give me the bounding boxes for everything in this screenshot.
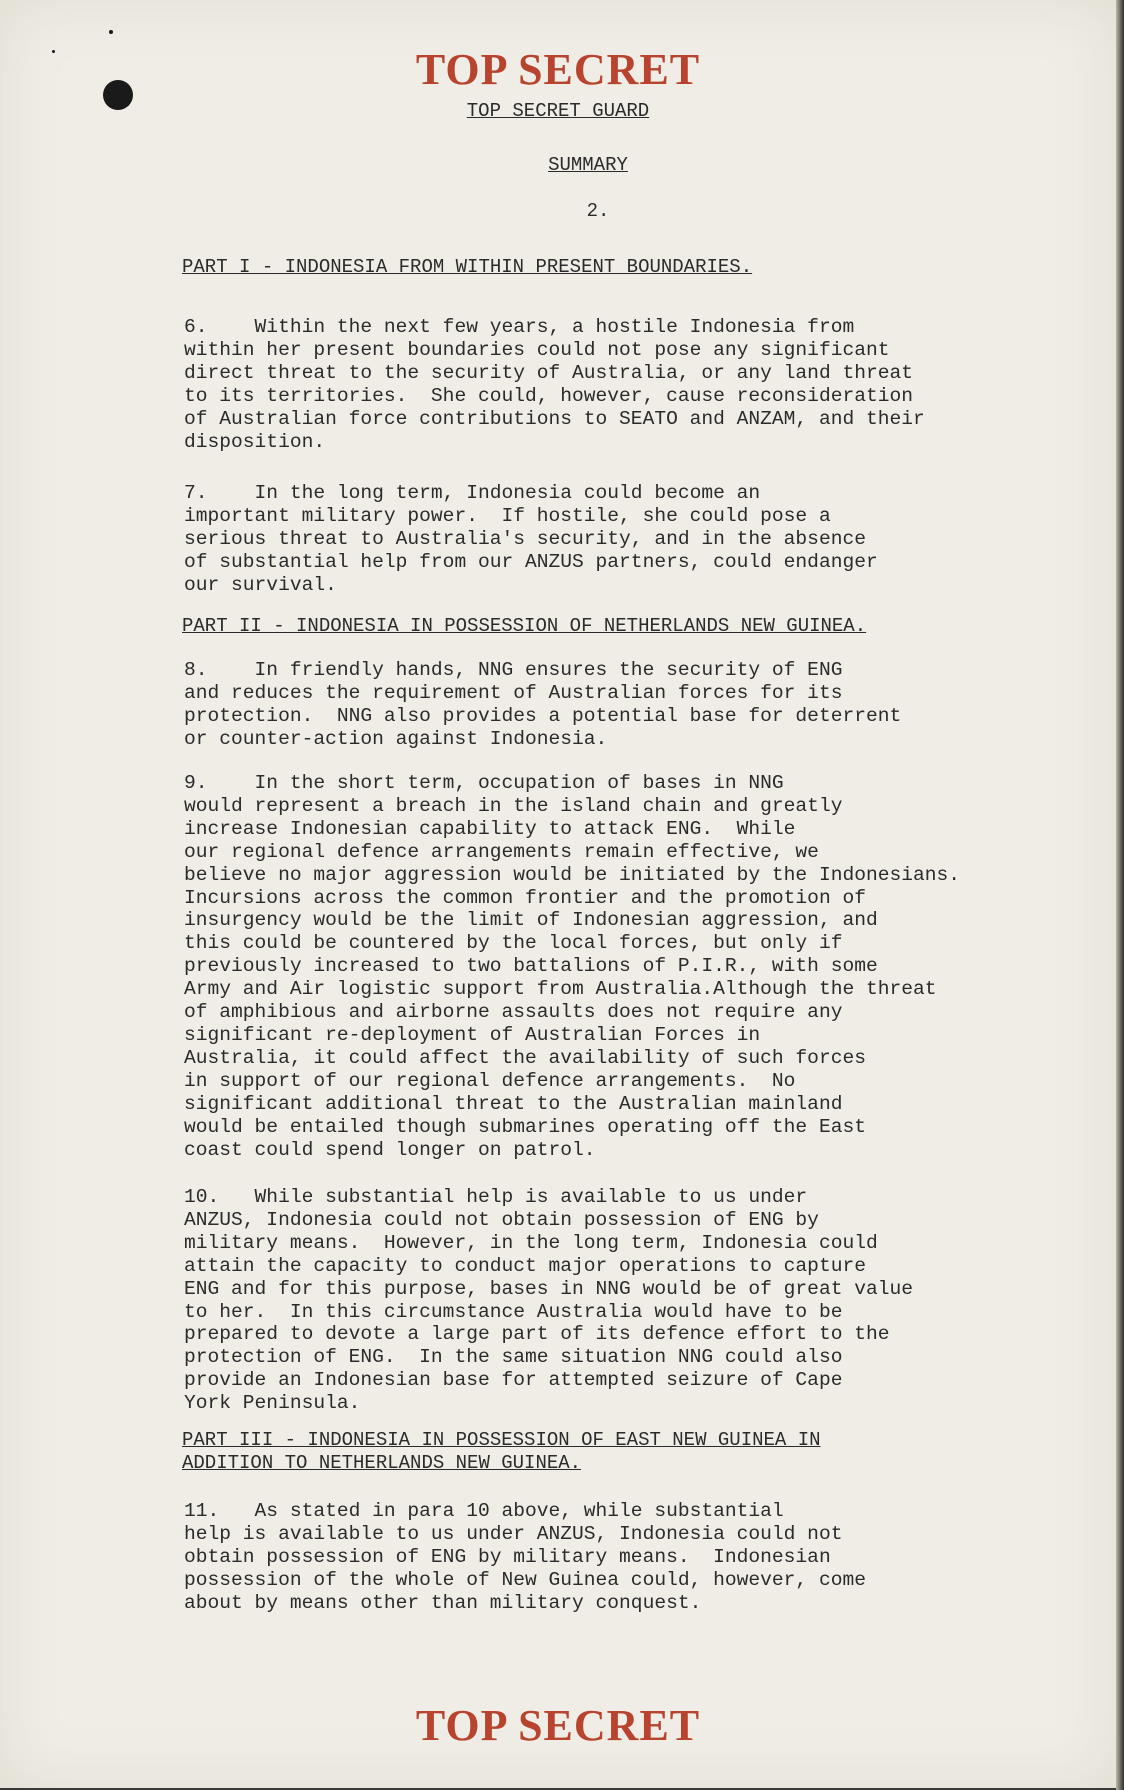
guard-caption: TOP SECRET GUARD bbox=[466, 100, 650, 122]
ink-speck bbox=[109, 30, 113, 34]
paragraph-7: 7. In the long term, Indonesia could become an important military power. If hostile, she could pose a serious threat to Australia's security, and in the absence of substantial help from our ANZUS partners, could endanger our survival. bbox=[184, 482, 878, 596]
page-number: 2. bbox=[586, 200, 610, 222]
part2-heading: PART II - INDONESIA IN POSSESSION OF NETHERLANDS NEW GUINEA. bbox=[182, 615, 867, 637]
part3-heading: PART III - INDONESIA IN POSSESSION OF EAST NEW GUINEA IN ADDITION TO NETHERLANDS NEW GUINEA. bbox=[182, 1429, 821, 1474]
paragraph-8: 8. In friendly hands, NNG ensures the security of ENG and reduces the requirement of Australian forces for its protection. NNG also provides a potential base for deterrent or counter-action against Indonesia. bbox=[184, 659, 902, 750]
classification-footer: TOP SECRET bbox=[415, 1701, 701, 1750]
classification-header: TOP SECRET bbox=[415, 45, 701, 94]
part1-heading: PART I - INDONESIA FROM WITHIN PRESENT BOUNDARIES. bbox=[182, 256, 753, 278]
paragraph-6: 6. Within the next few years, a hostile Indonesia from within her present boundaries could not pose any significant direct threat to the security of Australia, or any land threat to its territories. She could, however, cause reconsideration of Australian force contributions to SEATO and ANZAM, and their disposition. bbox=[184, 316, 925, 453]
paragraph-9: 9. In the short term, occupation of bases in NNG would represent a breach in the island chain and greatly increase Indonesian capability to attack ENG. While our regional defence arrangements remain effective, we believe no major aggression would be initiated by the Indonesians. Incursions across the common frontier and the promotion of insurgency would be the limit of Indonesian aggression, and this could be countered by the local forces, but only if previously increased to two battalions of P.I.R., with some Army and Air logistic support from Australia.Although the threat of amphibious and airborne assaults does not require any significant re-deployment of Australian Forces in Australia, it could affect the availability of such forces in support of our regional defence arrangements. No significant additional threat to the Australian mainland would be entailed though submarines operating off the East coast could spend longer on patrol. bbox=[184, 772, 961, 1161]
section-title: SUMMARY bbox=[548, 154, 628, 176]
paragraph-10: 10. While substantial help is available to us under ANZUS, Indonesia could not obtain possession of ENG by military means. However, in the long term, Indonesia could attain the capacity to conduct major operations to capture ENG and for this purpose, bases in NNG would be of great value to her. In this circumstance Australia would have to be prepared to devote a large part of its defence effort to the protection of ENG. In the same situation NNG could also provide an Indonesian base for attempted seizure of Cape York Peninsula. bbox=[184, 1186, 914, 1415]
page-edge-shadow bbox=[1116, 0, 1124, 1790]
paragraph-11: 11. As stated in para 10 above, while substantial help is available to us under ANZUS, Indonesia could not obtain possession of ENG by military means. Indonesian possession of the whole of New Guinea could, however, come about by means other than military conquest. bbox=[184, 1500, 866, 1614]
